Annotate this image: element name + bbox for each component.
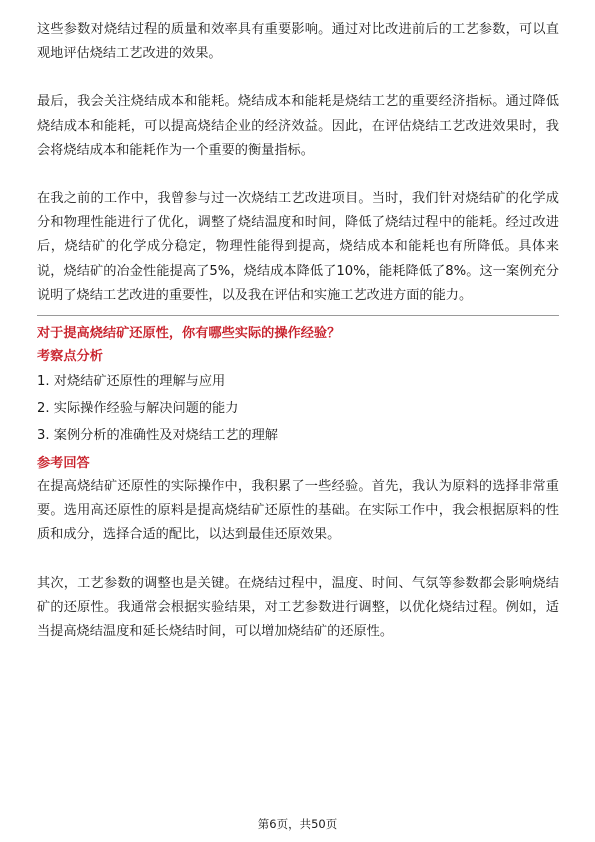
body-paragraph: 这些参数对烧结过程的质量和效率具有重要影响。通过对比改进前后的工艺参数，可以直观地评估烧结工艺改进的效果。 xyxy=(37,22,559,62)
paragraph-gap xyxy=(37,66,559,90)
answer-paragraph: 在提高烧结矿还原性的实际操作中，我积累了一些经验。首先，我认为原料的选择非常重要。选用高还原性的原料是提高烧结矿还原性的基础。在实际工作中，我会根据原料的性质和成分，选择合适的配比，以达到最佳还原效果。 xyxy=(37,479,559,543)
section-divider xyxy=(37,315,559,316)
analysis-point: 2. 实际操作经验与解决问题的能力 xyxy=(37,401,239,417)
analysis-heading: 考察点分析 xyxy=(37,349,103,365)
answer-heading: 参考回答 xyxy=(37,456,90,472)
analysis-point: 1. 对烧结矿还原性的理解与应用 xyxy=(37,374,226,390)
paragraph-gap xyxy=(37,548,559,572)
document-page xyxy=(37,18,559,644)
question-heading: 对于提高烧结矿还原性，你有哪些实际的操作经验？ xyxy=(37,326,341,342)
analysis-point: 3. 案例分析的准确性及对烧结工艺的理解 xyxy=(37,428,278,444)
body-paragraph: 最后，我会关注烧结成本和能耗。烧结成本和能耗是烧结工艺的重要经济指标。通过降低烧结成本和能耗，可以提高烧结企业的经济效益。因此，在评估烧结工艺改进效果时，我会将烧结成本和能耗作为一个重要的衡量指标。 xyxy=(37,94,559,158)
paragraph-gap xyxy=(37,163,559,187)
page-footer: 第6页，共50页 xyxy=(257,817,338,831)
body-paragraph: 在我之前的工作中，我曾参与过一次烧结工艺改进项目。当时，我们针对烧结矿的化学成分和物理性能进行了优化，调整了烧结温度和时间，降低了烧结过程中的能耗。经过改进后，烧结矿的化学成分稳定，物理性能得到提高，烧结成本和能耗也有所降低。具体来说，烧结矿的冶金性能提高了5%，烧结成本降低了10%，能耗降低了8%。这一案例充分说明了烧结工艺改进的重要性，以及我在评估和实施工艺改进方面的能力。 xyxy=(37,191,559,303)
answer-paragraph: 其次，工艺参数的调整也是关键。在烧结过程中，温度、时间、气氛等参数都会影响烧结矿的还原性。我通常会根据实验结果，对工艺参数进行调整，以优化烧结过程。例如，适当提高烧结温度和延长烧结时间，可以增加烧结矿的还原性。 xyxy=(37,575,559,640)
